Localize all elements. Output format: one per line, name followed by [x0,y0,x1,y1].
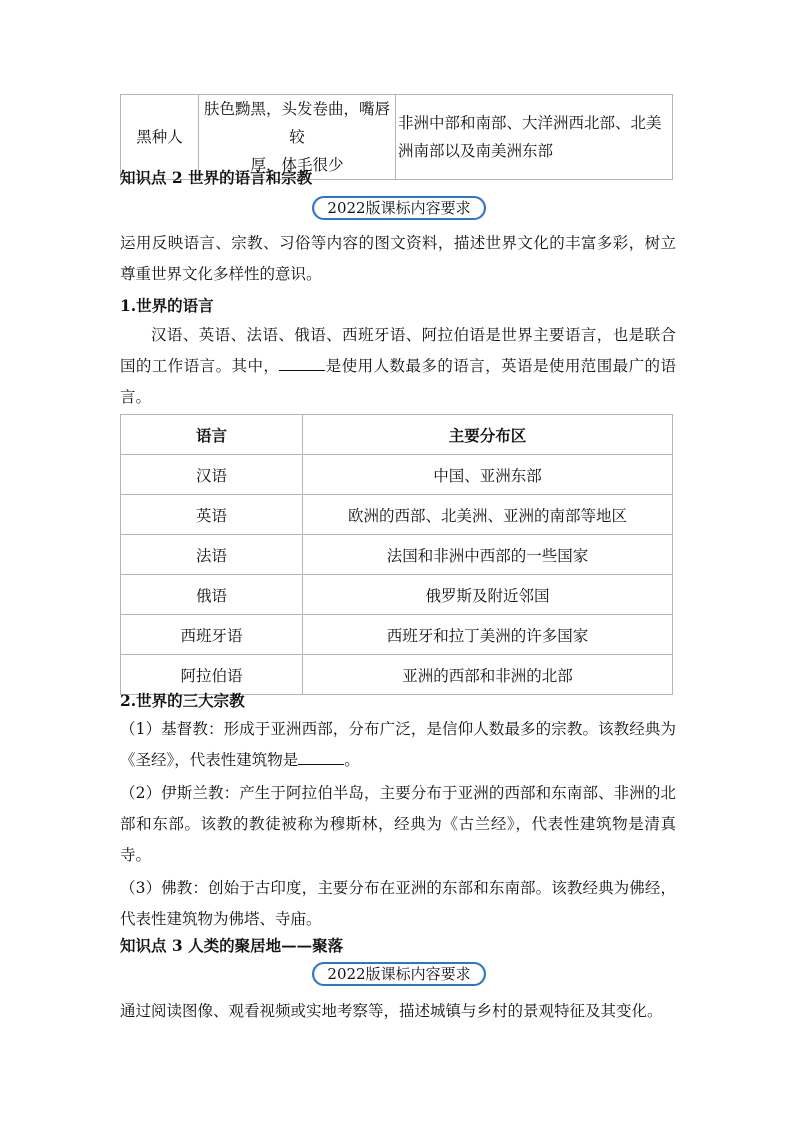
languages-paragraph [120,320,676,413]
christianity-paragraph [120,714,676,776]
badge-label: 2022版课标内容要求 [315,198,482,218]
christianity-text: （1）基督教：形成于亚洲西部，分布广泛，是信仰人数最多的宗教。该教经典为《圣经》，代表性建筑物是 [120,720,676,769]
badge-label: 2022版课标内容要求 [315,964,482,984]
table-header-row [121,415,673,455]
race-features-line: 厚，体毛很少 [250,156,344,174]
table-row [121,455,673,495]
table-row [121,575,673,615]
answer-blank [279,356,325,371]
region-cell: 俄罗斯及附近邻国 [303,575,673,615]
curriculum-badge [312,962,486,986]
table-row [121,615,673,655]
region-cell: 亚洲的西部和非洲的北部 [303,655,673,695]
requirement-text: 通过阅读图像、观看视频或实地考察等，描述城镇与乡村的景观特征及其变化。 [120,1002,663,1020]
column-header: 主要分布区 [303,415,673,455]
language-cell: 汉语 [121,455,303,495]
table-row [121,495,673,535]
christianity-text: 。 [344,751,360,769]
region-cell: 法国和非洲中西部的一些国家 [303,535,673,575]
language-table [120,414,673,695]
buddhism-paragraph: （3）佛教：创始于古印度，主要分布在亚洲的东部和东南部。该教经典为佛经，代表性建筑物为佛塔、寺庙。 [120,879,676,928]
region-cell: 欧洲的西部、北美洲、亚洲的南部等地区 [303,495,673,535]
subsection-title: 2.世界的三大宗教 [120,691,245,710]
islam-paragraph: （2）伊斯兰教：产生于阿拉伯半岛，主要分布于亚洲的西部和东南部、非洲的北部和东部。该教的教徒被称为穆斯林，经典为《古兰经》，代表性建筑物是清真寺。 [120,784,676,864]
race-name-cell: 黑种人 [121,95,199,180]
table-row [121,535,673,575]
race-features-line: 肤色黝黑，头发卷曲，嘴唇较 [203,100,390,146]
region-cell: 中国、亚洲东部 [303,455,673,495]
languages-text: 汉语、英语、法语、俄语、西班牙语、阿拉伯语是世界主要语言，也是联合国的工作语言。其中， [120,326,676,375]
section-heading: 知识点 2 世界的语言和宗教 [120,168,313,187]
language-cell: 法语 [121,535,303,575]
language-cell: 俄语 [121,575,303,615]
languages-text: 是使用人数最多的语言，英语是使用范围最广的语言。 [120,357,676,406]
language-cell: 英语 [121,495,303,535]
region-cell: 西班牙和拉丁美洲的许多国家 [303,615,673,655]
race-distribution-line: 洲南部以及南美洲东部 [398,142,554,160]
subsection-title: 1.世界的语言 [120,296,214,315]
language-cell: 阿拉伯语 [121,655,303,695]
answer-blank [298,750,344,765]
curriculum-badge [312,196,486,220]
race-distribution-cell [396,95,673,180]
race-distribution-line: 非洲中部和南部、大洋洲西北部、北美 [398,114,662,132]
language-cell: 西班牙语 [121,615,303,655]
requirement-text: 运用反映语言、宗教、习俗等内容的图文资料，描述世界文化的丰富多彩，树立尊重世界文化多样性的意识。 [120,234,676,283]
column-header: 语言 [121,415,303,455]
section-heading: 知识点 3 人类的聚居地——聚落 [120,936,344,955]
